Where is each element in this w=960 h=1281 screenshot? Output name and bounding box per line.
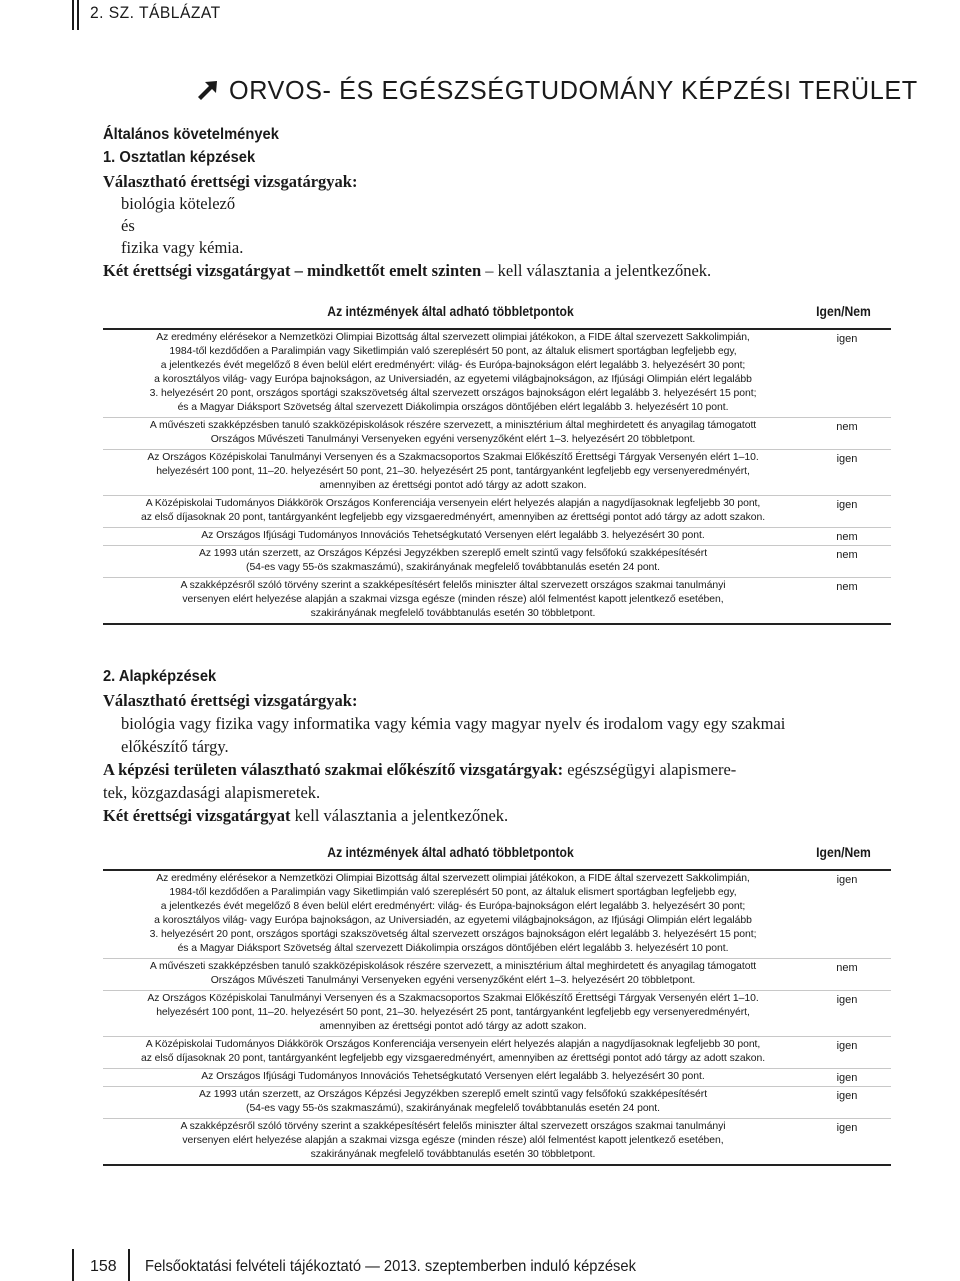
yes-no-cell: nem	[836, 421, 858, 433]
bonus-description-cell	[103, 1037, 803, 1068]
yes-no-cell: nem	[836, 962, 858, 974]
column-header-bonus: Az intézmények által adható többletpontok	[327, 304, 574, 319]
yes-no-cell: igen	[836, 874, 858, 886]
yes-no-cell: nem	[836, 531, 858, 543]
bonus-description-line: szakirányának megfelelő továbbtanulás esetén 30 többletpont.	[310, 1149, 596, 1160]
requirement-rest: – kell választania a jelentkezőnek.	[481, 261, 712, 280]
general-requirements-heading: Általános követelmények	[103, 126, 279, 143]
table-row	[103, 546, 891, 578]
subjects-line-1: biológia vagy fizika vagy informatika vagy kémia vagy magyar nyelv és irodalom vagy egy szakmai	[121, 714, 786, 733]
table-row	[103, 330, 891, 418]
bonus-description-line: (54-es vagy 55-ös szakmaszámú), szakirányának megfelelő továbbtanulás esetén 24 pont.	[246, 1103, 660, 1114]
table-row	[103, 871, 891, 959]
bonus-description-line: és a Magyar Diáksport Szövetség által szervezett Diákolimpia országos döntőjében elért legalább 3. helyezésért 10 pont.	[177, 943, 729, 954]
bonus-description-line: a jelentkezés évét megelőző 8 éven belül elért eredményért: világ- és Európa-bajnokságon elért legalább 3. helyezésért 30 pont;	[160, 360, 746, 371]
table-header-row	[103, 302, 891, 330]
bonus-description-line: helyezésért 100 pont, 11–20. helyezésért 50 pont, 21–30. helyezésért 25 pont, tantárgyanként legfeljebb egy versenyeredményért,	[156, 466, 750, 477]
subject-physics-chemistry: fizika vagy kémia.	[121, 238, 244, 257]
choosable-subjects-label: Választható érettségi vizsgatárgyak:	[103, 172, 358, 191]
bonus-description-cell	[103, 496, 803, 527]
requirement-bold: Két érettségi vizsgatárgyat – mindkettőt emelt szinten	[103, 261, 482, 280]
bonus-description-cell	[103, 1119, 803, 1164]
table-header-row	[103, 843, 891, 871]
bonus-description-cell	[103, 578, 803, 623]
table-row	[103, 1037, 891, 1069]
requirement-rest-2: kell választania a jelentkezőnek.	[290, 806, 509, 825]
subject-biology: biológia kötelező	[121, 194, 236, 213]
bonus-description-line: a korosztályos világ- vagy Európa bajnokságon, az Universiadén, az egyetemi világbajnokságon, az Ifjúsági Olimpián elért legalább	[154, 915, 752, 926]
subject-and: és	[121, 216, 135, 235]
requirement-line-2	[103, 805, 508, 827]
bonus-description-line: versenyen elért helyezése alapján a szakmai vizsga egésze (minden része) alól felmentést kapott jelentkező esetében,	[182, 594, 724, 605]
bonus-description-line: helyezésért 100 pont, 11–20. helyezésért 50 pont, 21–30. helyezésért 25 pont, tantárgyanként legfeljebb egy versenyeredményért,	[156, 1007, 750, 1018]
bonus-description-cell	[103, 1069, 803, 1086]
vocational-label: A képzési területen választható szakmai előkészítő vizsgatárgyak:	[103, 760, 564, 779]
yes-no-cell: igen	[836, 1090, 858, 1102]
bonus-description-cell	[103, 528, 803, 545]
bonus-description-line: és a Magyar Diáksport Szövetség által szervezett Diákolimpia országos döntőjében elért legalább 3. helyezésért 10 pont.	[177, 402, 729, 413]
bonus-description-line: (54-es vagy 55-ös szakmaszámú), szakirányának megfelelő továbbtanulás esetén 24 pont.	[246, 562, 660, 573]
yes-no-cell: igen	[836, 1072, 858, 1084]
bonus-description-line: Az Országos Ifjúsági Tudományos Innovációs Tehetségkutató Versenyen elért legalább 3. helyezésért 30 pont.	[201, 1071, 705, 1082]
field-title-row	[195, 73, 939, 107]
bonus-description-cell	[103, 991, 803, 1036]
table-row	[103, 1069, 891, 1087]
table-row	[103, 991, 891, 1037]
table-row	[103, 418, 891, 450]
bonus-description-line: Országos Művészeti Tanulmányi Versenyeken egyéni versenyzőként elért 1–3. helyezésért 20 többletpont.	[210, 434, 696, 445]
bonus-description-cell	[103, 546, 803, 577]
bonus-description-line: Az 1993 után szerzett, az Országos Képzési Jegyzékben szereplő emelt szintű vagy felsőfokú szakképesítésért	[198, 548, 708, 559]
page-header-title: 2. SZ. TÁBLÁZAT	[90, 3, 221, 22]
undivided-training-heading: 1. Osztatlan képzések	[103, 149, 256, 166]
bonus-description-line: a jelentkezés évét megelőző 8 éven belül elért eredményért: világ- és Európa-bajnokságon elért legalább 3. helyezésért 30 pont;	[160, 901, 746, 912]
bonus-description-cell	[103, 871, 803, 958]
bonus-description-line: Az Országos Középiskolai Tanulmányi Versenyen és a Szakmacsoportos Szakmai Előkészítő Érettségi Tárgyak Versenyén elért 1–10.	[147, 993, 759, 1004]
table-row	[103, 1087, 891, 1119]
basic-training-heading: 2. Alapképzések	[103, 668, 217, 685]
column-header-bonus: Az intézmények által adható többletpontok	[327, 845, 574, 860]
bonus-description-line: Az 1993 után szerzett, az Országos Képzési Jegyzékben szereplő emelt szintű vagy felsőfokú szakképesítésért	[198, 1089, 708, 1100]
bonus-description-line: Az eredmény elérésekor a Nemzetközi Olimpiai Bizottság által szervezett olimpiai játékokon, a FIDE által szervezett Sakkolimpián,	[156, 873, 750, 884]
bonus-description-line: 1984-től kezdődően a Paralimpián vagy Siketlimpián való szereplésért 50 pont, az általuk elismert sportágban legfeljebb egy,	[169, 887, 737, 898]
yes-no-cell: igen	[836, 453, 858, 465]
column-header-yes-no: Igen/Nem	[816, 304, 871, 319]
bonus-description-line: A szakképzésről szóló törvény szerint a szakképesítésért felelős miniszter által szervezett országos szakmai tanulmányi	[180, 1121, 726, 1132]
bonus-description-line: Országos Művészeti Tanulmányi Versenyeken egyéni versenyzőként elért 1–3. helyezésért 20 többletpont.	[210, 975, 696, 986]
yes-no-cell: igen	[836, 1040, 858, 1052]
header-rule-right	[77, 0, 79, 30]
bonus-description-line: A Középiskolai Tudományos Diákkörök Országos Konferenciája versenyein elért helyezés alapján a nagydíjasoknak legfeljebb 30 pont,	[145, 498, 761, 509]
bonus-description-line: 3. helyezésért 20 pont, országos sportági szakszövetség által szervezett országos bajnokságon elért legalább 3. helyezésért 15 pont;	[149, 929, 757, 940]
yes-no-cell: igen	[836, 1122, 858, 1134]
bonus-description-cell	[103, 450, 803, 495]
bonus-description-cell	[103, 1087, 803, 1118]
page-number: 158	[90, 1258, 117, 1275]
table-row	[103, 450, 891, 496]
bonus-description-line: amennyiben az érettségi pontot adó tárgy az adott szakon.	[319, 1021, 587, 1032]
field-title: ORVOS- ÉS EGÉSZSÉGTUDOMÁNY KÉPZÉSI TERÜLET	[229, 74, 918, 105]
arrow-up-right-icon	[195, 77, 221, 103]
bonus-description-line: Az eredmény elérésekor a Nemzetközi Olimpiai Bizottság által szervezett olimpiai játékokon, a FIDE által szervezett Sakkolimpián,	[156, 332, 750, 343]
bonus-points-table-1	[103, 302, 891, 625]
table-row	[103, 496, 891, 528]
bonus-description-cell	[103, 959, 803, 990]
bonus-description-line: az első díjasoknak 20 pont, tantárgyanként legfeljebb egy vizsgaeredményért, amennyiben az érettségi pontot adó tárgy az adott szakon.	[140, 512, 766, 523]
yes-no-cell: nem	[836, 549, 858, 561]
bonus-description-line: A művészeti szakképzésben tanuló szakközépiskolások részére szervezett, a minisztérium által meghirdetett és anyagilag támogatott	[149, 420, 757, 431]
table-row	[103, 578, 891, 625]
choosable-subjects-label-2: Választható érettségi vizsgatárgyak:	[103, 691, 358, 710]
footer-rule-left	[72, 1249, 74, 1281]
table-row	[103, 528, 891, 546]
header-rule-left	[72, 0, 74, 30]
yes-no-cell: igen	[836, 333, 858, 345]
requirement-line	[103, 260, 711, 282]
bonus-description-line: Az Országos Ifjúsági Tudományos Innovációs Tehetségkutató Versenyen elért legalább 3. helyezésért 30 pont.	[201, 530, 705, 541]
vocational-subjects-a: egészségügyi alapismere-	[563, 760, 737, 779]
column-header-yes-no: Igen/Nem	[816, 845, 871, 860]
bonus-description-line: Az Országos Középiskolai Tanulmányi Versenyen és a Szakmacsoportos Szakmai Előkészítő Érettségi Tárgyak Versenyén elért 1–10.	[147, 452, 759, 463]
bonus-description-cell	[103, 418, 803, 449]
subjects-line-2: előkészítő tárgy.	[121, 737, 229, 756]
bonus-description-line: amennyiben az érettségi pontot adó tárgy az adott szakon.	[319, 480, 587, 491]
bonus-description-line: A művészeti szakképzésben tanuló szakközépiskolások részére szervezett, a minisztérium által meghirdetett és anyagilag támogatott	[149, 961, 757, 972]
bonus-description-line: versenyen elért helyezése alapján a szakmai vizsga egésze (minden része) alól felmentést kapott jelentkező esetében,	[182, 1135, 724, 1146]
bonus-description-cell	[103, 330, 803, 417]
vocational-subjects-line-1	[103, 759, 736, 781]
bonus-description-line: 1984-től kezdődően a Paralimpián vagy Siketlimpián való szereplésért 50 pont, az általuk elismert sportágban legfeljebb egy,	[169, 346, 737, 357]
vocational-subjects-line-2: tek, közgazdasági alapismeretek.	[103, 783, 321, 802]
bonus-description-line: szakirányának megfelelő továbbtanulás esetén 30 többletpont.	[310, 608, 596, 619]
requirement-bold-2: Két érettségi vizsgatárgyat	[103, 806, 291, 825]
table-row	[103, 1119, 891, 1166]
bonus-description-line: a korosztályos világ- vagy Európa bajnokságon, az Universiadén, az egyetemi világbajnokságon, az Ifjúsági Olimpián elért legalább	[154, 374, 752, 385]
bonus-points-table-2	[103, 843, 891, 1166]
bonus-description-line: A szakképzésről szóló törvény szerint a szakképesítésért felelős miniszter által szervezett országos szakmai tanulmányi	[180, 580, 726, 591]
yes-no-cell: igen	[836, 994, 858, 1006]
footer-rule-right	[128, 1249, 130, 1281]
bonus-description-line: 3. helyezésért 20 pont, országos sportági szakszövetség által szervezett országos bajnokságon elért legalább 3. helyezésért 15 pont;	[149, 388, 757, 399]
footer-publication-title: Felsőoktatási felvételi tájékoztató — 2013. szeptemberben induló képzések	[145, 1258, 636, 1275]
yes-no-cell: nem	[836, 581, 858, 593]
table-row	[103, 959, 891, 991]
yes-no-cell: igen	[836, 499, 858, 511]
bonus-description-line: A Középiskolai Tudományos Diákkörök Országos Konferenciája versenyein elért helyezés alapján a nagydíjasoknak legfeljebb 30 pont,	[145, 1039, 761, 1050]
bonus-description-line: az első díjasoknak 20 pont, tantárgyanként legfeljebb egy vizsgaeredményért, amennyiben az érettségi pontot adó tárgy az adott szakon.	[140, 1053, 766, 1064]
